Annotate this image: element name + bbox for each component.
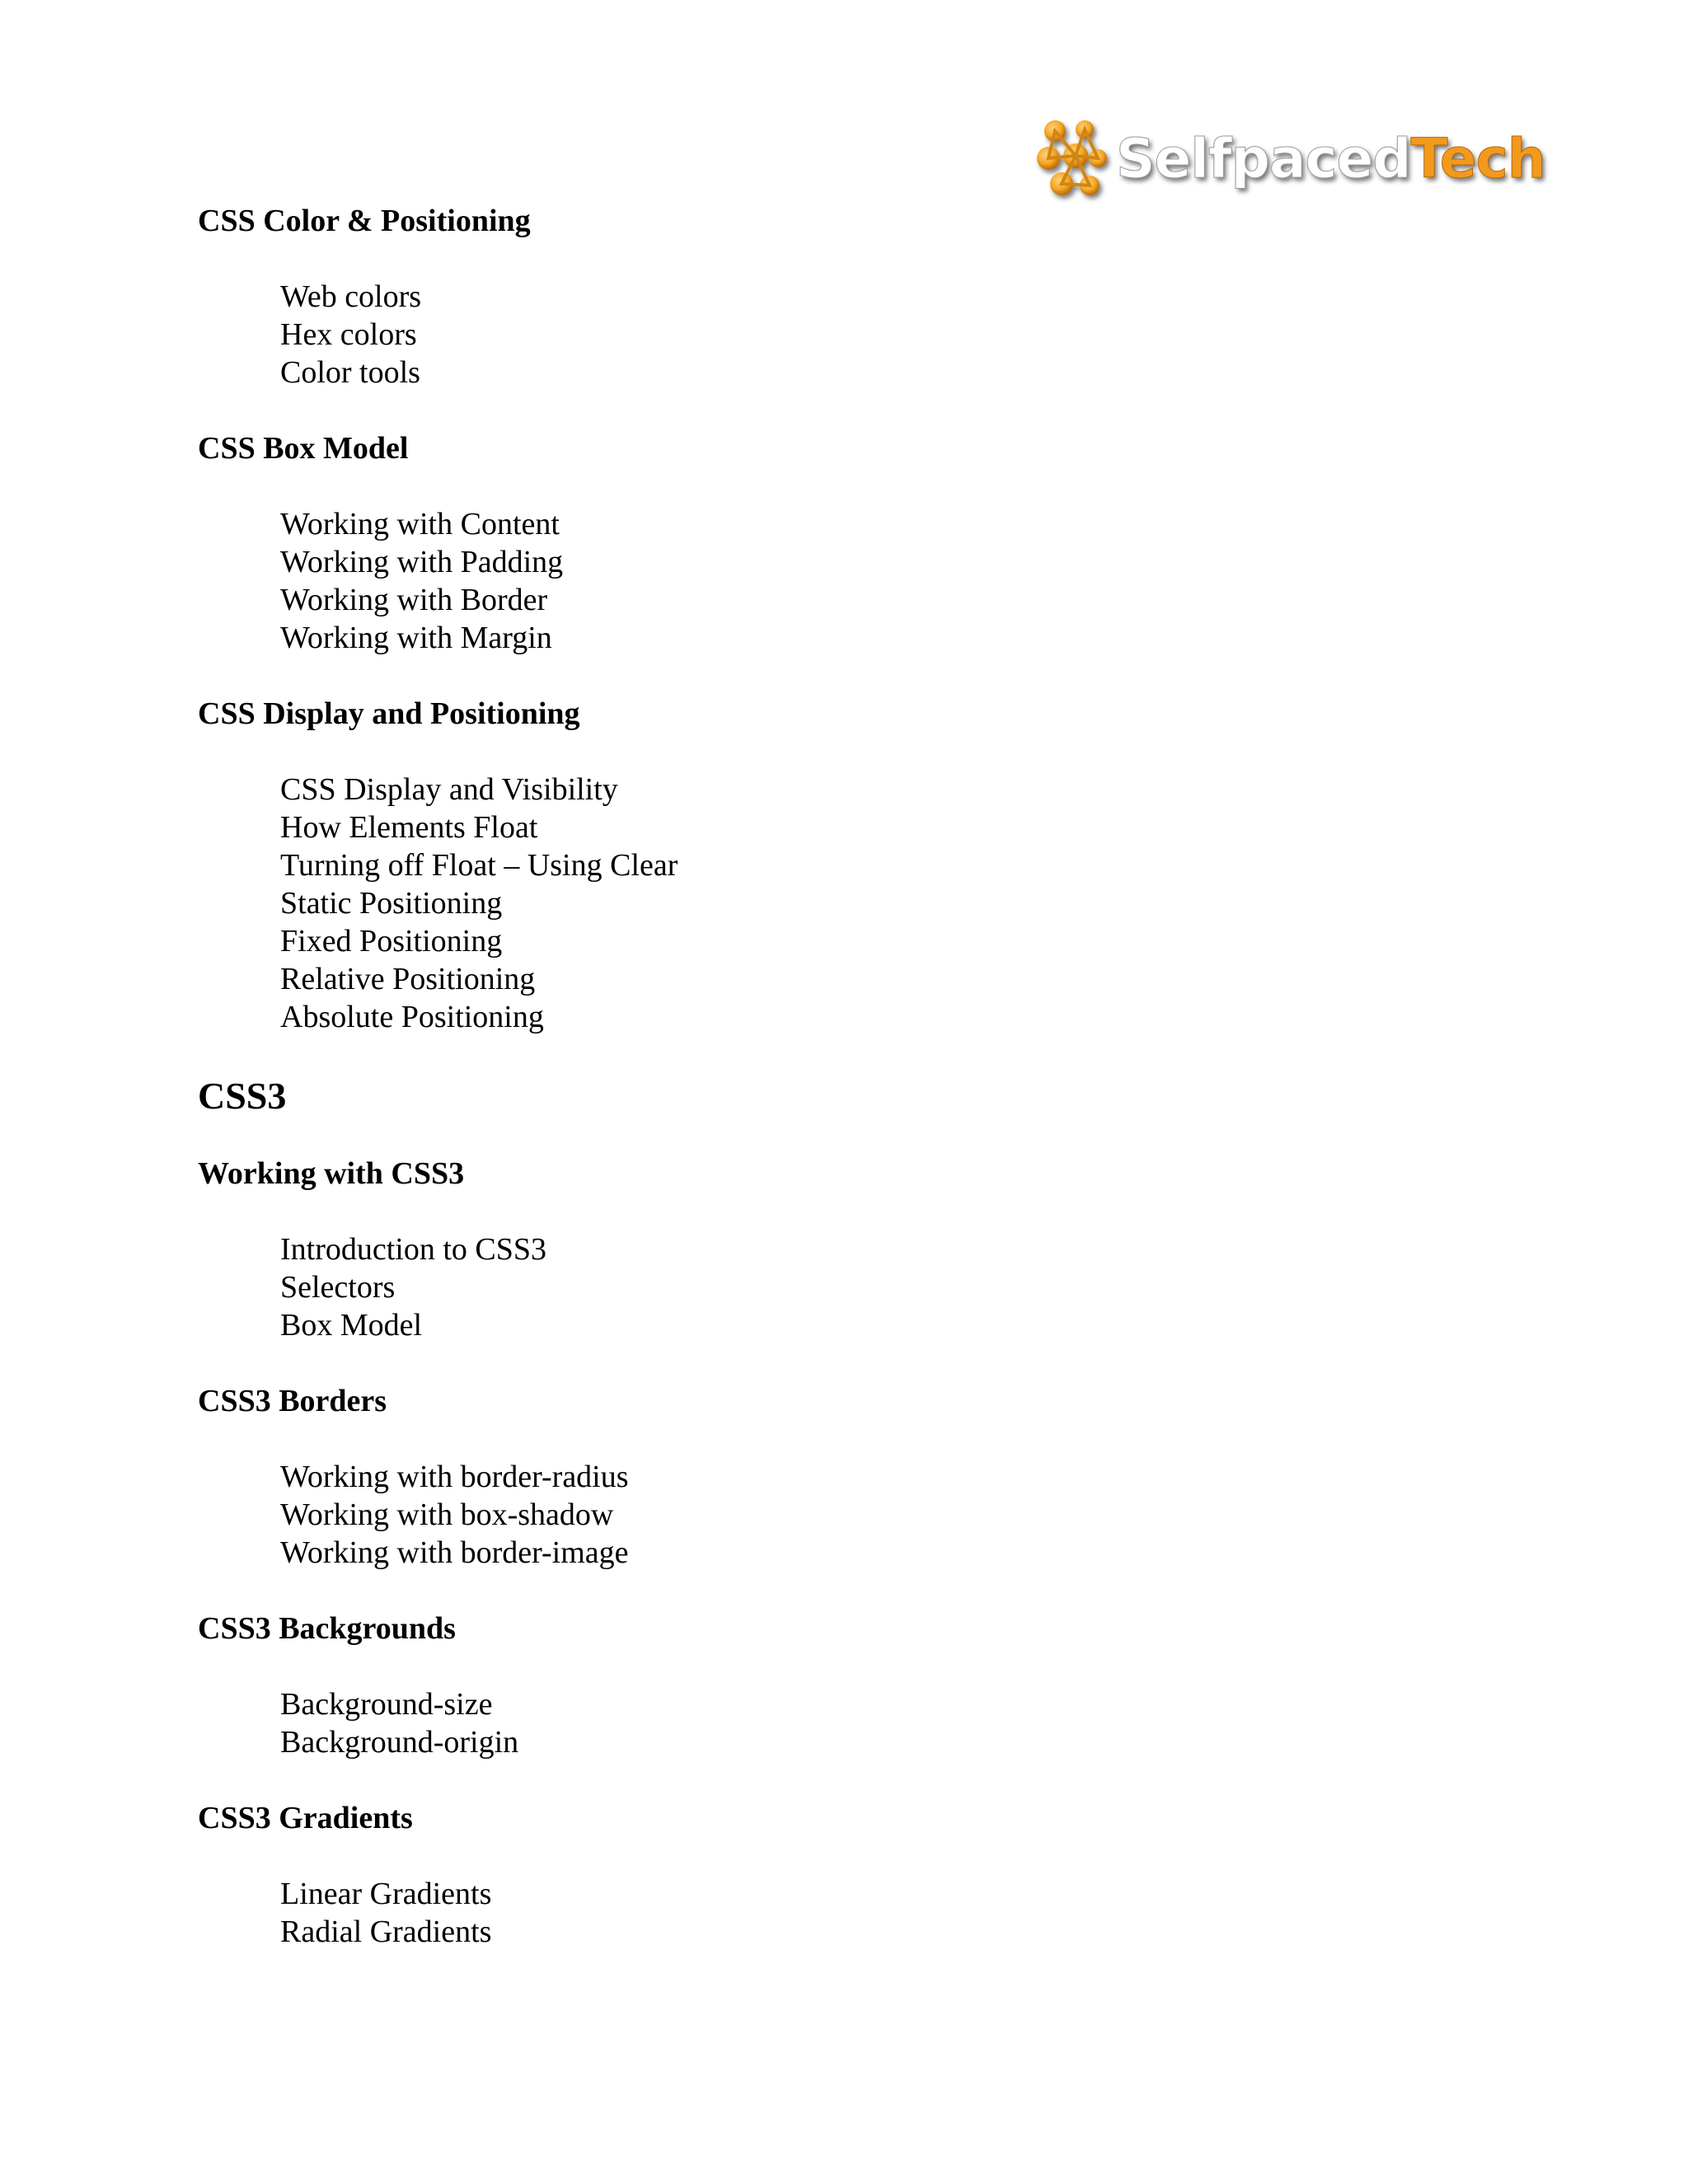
- topic-item: Radial Gradients: [280, 1915, 492, 1949]
- topic-list: [280, 505, 1599, 657]
- section-title: CSS3 Backgrounds: [198, 1611, 456, 1646]
- logo-wordmark: [1116, 126, 1545, 190]
- topic-item: Background-size: [280, 1687, 493, 1722]
- topic-item: Working with Padding: [280, 545, 564, 579]
- part-title-css3: CSS3: [198, 1075, 287, 1117]
- logo-mark-icon: [1030, 113, 1113, 205]
- topic-list: [280, 771, 1599, 1036]
- topic-list: [280, 1230, 1599, 1344]
- section-title: CSS Color & Positioning: [198, 204, 531, 238]
- topic-item: Introduction to CSS3: [280, 1232, 547, 1267]
- logo-word-tech: Tech: [1410, 126, 1545, 190]
- section-css-display-positioning: [198, 695, 1599, 1036]
- topic-item: How Elements Float: [280, 810, 538, 845]
- section-title: Working with CSS3: [198, 1156, 465, 1191]
- topic-item: Hex colors: [280, 317, 417, 352]
- topic-item: Turning off Float – Using Clear: [280, 848, 678, 883]
- topic-item: Working with Margin: [280, 621, 552, 655]
- topic-item: Color tools: [280, 355, 420, 390]
- topic-item: Working with Border: [280, 583, 548, 617]
- topic-item: Static Positioning: [280, 886, 503, 921]
- topic-item: Working with Content: [280, 507, 560, 541]
- topic-item: Background-origin: [280, 1725, 519, 1760]
- section-css3-gradients: [198, 1799, 1599, 1951]
- topic-item: Working with border-radius: [280, 1460, 629, 1494]
- topic-item: Linear Gradients: [280, 1877, 492, 1911]
- logo-word-selfpaced: Selfpaced: [1116, 126, 1411, 190]
- selfpacedtech-logo: [1030, 111, 1545, 206]
- topic-item: Absolute Positioning: [280, 1000, 544, 1034]
- topic-item: CSS Display and Visibility: [280, 772, 618, 807]
- topic-list: [280, 1685, 1599, 1761]
- section-working-with-css3: [198, 1155, 1599, 1344]
- section-css3-backgrounds: [198, 1610, 1599, 1761]
- topic-list: [280, 1875, 1599, 1951]
- topic-item: Box Model: [280, 1308, 423, 1343]
- section-title: CSS3 Gradients: [198, 1801, 413, 1835]
- topic-list: [280, 1458, 1599, 1572]
- section-title: CSS Box Model: [198, 431, 409, 466]
- topic-item: Selectors: [280, 1270, 396, 1305]
- topic-list: [280, 278, 1599, 391]
- section-css-color-positioning: [198, 202, 1599, 391]
- topic-item: Working with box-shadow: [280, 1497, 614, 1532]
- topic-item: Fixed Positioning: [280, 924, 503, 958]
- topic-item: Relative Positioning: [280, 962, 536, 996]
- topic-item: Web colors: [280, 279, 422, 314]
- section-title: CSS3 Borders: [198, 1384, 387, 1418]
- section-title: CSS Display and Positioning: [198, 696, 580, 731]
- section-css3-borders: [198, 1382, 1599, 1572]
- course-outline: [198, 202, 1599, 1989]
- section-css-box-model: [198, 429, 1599, 657]
- topic-item: Working with border-image: [280, 1535, 629, 1570]
